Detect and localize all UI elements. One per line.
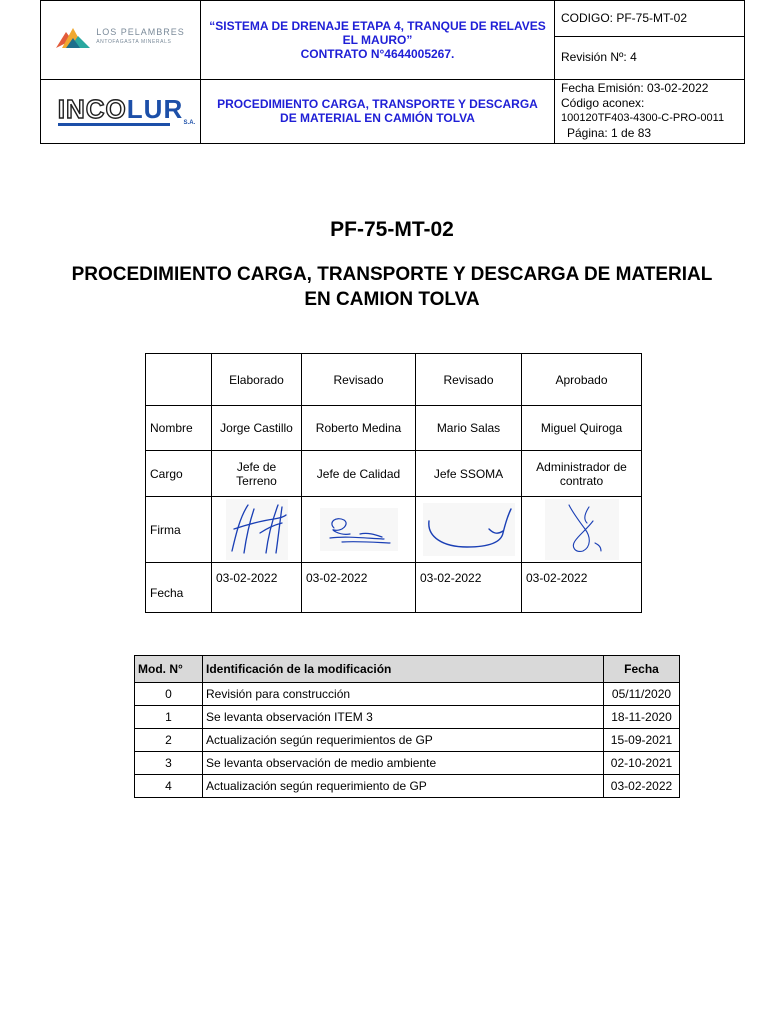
approval-date: 03-02-2022 [416,563,522,613]
document-code-title: PF-75-MT-02 [330,218,454,241]
mod-date: 05/11/2020 [604,683,680,706]
approval-role-row [146,451,642,497]
revision-cell [555,37,745,79]
company-logo-cell [41,79,201,143]
row-label-cargo: Cargo [146,451,212,497]
approver-role: Jefe SSOMA [416,451,522,497]
codigo-aconex: 100120TF403-4300-C-PRO-0011 [561,112,725,125]
approval-column-header: Aprobado [522,354,642,406]
project-line-1: “SISTEMA DE DRENAJE ETAPA 4, TRANQUE DE RELAVES EL MAURO” [209,18,546,47]
signature-cell [522,497,642,563]
approver-name: Mario Salas [416,406,522,451]
approver-role: Administrador de contrato [522,451,642,497]
codigo-aconex-label: Código aconex: [561,96,645,111]
codigo-cell [555,1,745,37]
table-row [135,752,680,775]
mod-number: 3 [135,752,203,775]
approver-name: Jorge Castillo [212,406,302,451]
mod-date: 18-11-2020 [604,706,680,729]
mod-number: 1 [135,706,203,729]
approval-date: 03-02-2022 [302,563,416,613]
mod-date: 15-09-2021 [604,729,680,752]
modifications-header-row [135,656,680,683]
approval-signature-row [146,497,642,563]
table-row [135,706,680,729]
document-title: PROCEDIMIENTO CARGA, TRANSPORTE Y DESCARGA DE MATERIAL EN CAMION TOLVA [71,264,713,310]
signature-image-castillo [226,499,288,560]
mod-date: 03-02-2022 [604,775,680,798]
mod-date: 02-10-2021 [604,752,680,775]
row-label-fecha: Fecha [146,563,212,613]
signature-cell [416,497,522,563]
signature-cell [302,497,416,563]
incolur-logo-lur: LUR [126,94,184,125]
mod-description: Revisión para construcción [203,683,604,706]
signature-cell [212,497,302,563]
incolur-logo-inco: INCO [57,94,127,125]
signature-image-medina [320,508,398,551]
table-row [135,775,680,798]
approval-corner-cell [146,354,212,406]
approver-name: Roberto Medina [302,406,416,451]
mountain-logo-icon [56,24,90,50]
project-line-2: CONTRATO N°4644005267. [300,46,455,61]
approval-date-row [146,563,642,613]
document-header [40,0,745,144]
table-row [135,683,680,706]
mod-number: 4 [135,775,203,798]
page-number: Página: 1 de 83 [567,126,652,141]
document-revision: Revisión Nº: 4 [561,50,637,65]
incolur-logo-sa: S.A. [183,120,196,127]
approval-table [145,353,642,613]
row-label-nombre: Nombre [146,406,212,451]
row-label-firma: Firma [146,497,212,563]
approval-name-row [146,406,642,451]
approver-name: Miguel Quiroga [522,406,642,451]
approver-role: Jefe de Terreno [212,451,302,497]
mod-description: Se levanta observación de medio ambiente [203,752,604,775]
mod-description: Actualización según requerimientos de GP [203,729,604,752]
approval-column-header: Revisado [302,354,416,406]
mod-number-header: Mod. N° [135,656,203,683]
approver-role: Jefe de Calidad [302,451,416,497]
mod-number: 2 [135,729,203,752]
mod-description: Se levanta observación ITEM 3 [203,706,604,729]
signature-image-salas [423,503,515,556]
mod-date-header: Fecha [604,656,680,683]
incolur-logo [57,94,196,127]
procedure-title-cell [201,79,555,143]
approval-column-header: Elaborado [212,354,302,406]
fecha-emision: Fecha Emisión: 03-02-2022 [561,81,709,96]
approval-date: 03-02-2022 [522,563,642,613]
approval-column-header: Revisado [416,354,522,406]
mod-number: 0 [135,683,203,706]
client-logo-sub: ANTOFAGASTA MINERALS [96,39,172,46]
los-pelambres-logo [56,24,185,50]
client-logo-cell [41,1,201,80]
mod-description: Actualización según requerimiento de GP [203,775,604,798]
approval-header-row [146,354,642,406]
mod-description-header: Identificación de la modificación [203,656,604,683]
procedure-title: PROCEDIMIENTO CARGA, TRANSPORTE Y DESCARGA DE MATERIAL EN CAMIÓN TOLVA [217,97,538,126]
emission-cell [555,79,745,143]
client-logo-name: LOS PELAMBRES [96,27,185,38]
signature-image-quiroga [545,499,619,560]
project-title-cell [201,1,555,80]
modifications-table [134,655,680,798]
approval-date: 03-02-2022 [212,563,302,613]
document-codigo: CODIGO: PF-75-MT-02 [561,11,688,26]
table-row [135,729,680,752]
